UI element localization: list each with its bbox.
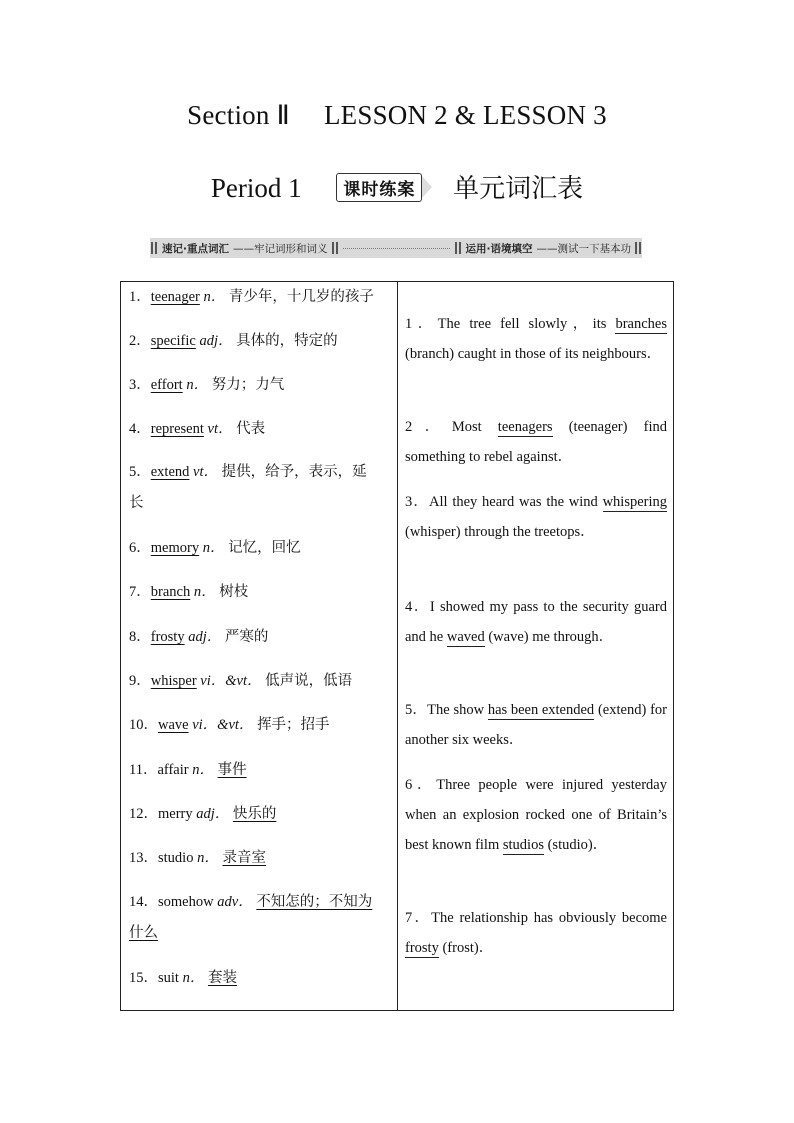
vocab-meaning: 挥手；招手 bbox=[257, 717, 330, 733]
vocab-item bbox=[129, 755, 391, 786]
vocab-pos: vt． bbox=[207, 421, 233, 437]
vocab-item bbox=[129, 577, 391, 608]
vocab-pos: n． bbox=[202, 540, 225, 556]
vocab-number: 1． bbox=[129, 289, 151, 305]
period-heading bbox=[0, 168, 794, 205]
exercise-answer: branches bbox=[615, 316, 667, 332]
vocab-word: wave bbox=[158, 717, 189, 733]
vocab-meaning: 具体的，特定的 bbox=[236, 333, 338, 349]
vocab-word: suit bbox=[158, 970, 179, 986]
period-label: Period 1 bbox=[210, 173, 302, 203]
exercise-item bbox=[405, 770, 667, 860]
vocab-pos: n． bbox=[192, 762, 214, 778]
vocab-item bbox=[129, 457, 391, 519]
banner-left-text: ——牢记词形和词义 bbox=[233, 242, 328, 255]
vocab-meaning: 严寒的 bbox=[224, 629, 269, 645]
vocab-word: memory bbox=[150, 540, 200, 556]
exercise-answer: teenagers bbox=[497, 419, 553, 435]
vocab-pos: vt． bbox=[193, 464, 218, 480]
vocab-item bbox=[129, 666, 391, 697]
exercise-answer: whispering bbox=[602, 494, 667, 510]
lessons-label: LESSON 2 & LESSON 3 bbox=[323, 100, 607, 130]
vocab-pos: adj． bbox=[196, 806, 230, 822]
vocab-meaning: 录音室 bbox=[222, 850, 266, 866]
vocab-pos: n． bbox=[193, 584, 216, 600]
exercise-answer: has been extended bbox=[487, 702, 595, 718]
vocab-item bbox=[129, 282, 391, 313]
vocab-number: 15． bbox=[129, 970, 158, 986]
vocab-meaning: 事件 bbox=[217, 762, 247, 778]
exercise-text: 6．Three people were injured yesterday when an explosion rocked one of Britain’s best known film bbox=[405, 777, 667, 853]
exercise-text: 1．The tree fell slowly，its bbox=[405, 316, 616, 332]
exercise-text: (extend) for another six weeks． bbox=[405, 702, 667, 748]
exercise-text: 7．The relationship has obviously become bbox=[405, 910, 667, 926]
exercise-text: 4．I showed my pass to the security guard and he bbox=[405, 599, 667, 645]
exercise-answer: frosty bbox=[405, 940, 439, 956]
vocab-word: represent bbox=[150, 421, 204, 437]
vocab-item bbox=[129, 622, 391, 653]
vocab-number: 9． bbox=[129, 673, 151, 689]
vocab-item bbox=[129, 370, 391, 401]
vocab-meaning: 代表 bbox=[236, 421, 266, 437]
vocab-meaning: 低声说，低语 bbox=[265, 673, 353, 689]
unit-vocab-title: 单元词汇表 bbox=[453, 174, 584, 204]
exercise-text: (whisper) through the treetops． bbox=[405, 524, 595, 540]
vocab-item bbox=[129, 326, 391, 357]
vocab-number: 12． bbox=[129, 806, 158, 822]
vocab-number: 7． bbox=[129, 584, 151, 600]
vocab-meaning-cont: 什么 bbox=[129, 925, 158, 941]
vocab-meaning: 树枝 bbox=[219, 584, 249, 600]
vocab-word: merry bbox=[158, 806, 193, 822]
vocab-item bbox=[129, 799, 391, 830]
vocab-item bbox=[129, 963, 391, 994]
exercise-text: (teenager) find something to rebel against． bbox=[405, 419, 667, 465]
vocab-meaning: 不知怎的；不知为 bbox=[256, 894, 373, 910]
exercise-answer: waved bbox=[446, 629, 485, 645]
vocab-meaning: 青少年，十几岁的孩子 bbox=[228, 289, 374, 305]
banner-divider bbox=[343, 247, 450, 249]
vocab-number: 6． bbox=[129, 540, 151, 556]
banner-left-bold: 速记·重点词汇 bbox=[162, 242, 229, 255]
vocab-meaning-cont: 长 bbox=[129, 495, 144, 511]
vocab-word: teenager bbox=[150, 289, 200, 305]
vocab-word: frosty bbox=[150, 629, 185, 645]
banner-right-text: ——测试一下基本功 bbox=[536, 242, 631, 255]
exercise-item bbox=[405, 309, 667, 369]
exercise-text: (studio)． bbox=[543, 837, 608, 853]
vocab-number: 4． bbox=[129, 421, 151, 437]
vocab-word: specific bbox=[150, 333, 196, 349]
vocab-pos: vi．&vt． bbox=[192, 717, 254, 733]
vocab-number: 11． bbox=[129, 762, 158, 778]
vocab-meaning: 快乐的 bbox=[232, 806, 277, 822]
vocab-table bbox=[120, 281, 674, 1011]
vocab-meaning: 努力；力气 bbox=[211, 377, 285, 393]
vocab-list-cell bbox=[121, 282, 398, 1011]
exercise-cell bbox=[398, 282, 674, 1011]
exercise-item bbox=[405, 487, 667, 547]
vocab-word: branch bbox=[150, 584, 191, 600]
vocab-word: whisper bbox=[150, 673, 197, 689]
vocab-word: effort bbox=[150, 377, 183, 393]
exercise-item bbox=[405, 903, 667, 963]
lesson-plan-badge: 课时练案 bbox=[336, 173, 422, 202]
exercise-item bbox=[405, 592, 667, 652]
vocab-item bbox=[129, 710, 391, 741]
exercise-item bbox=[405, 412, 667, 472]
vocab-number: 5． bbox=[129, 464, 151, 480]
exercise-text: 5．The show bbox=[405, 702, 488, 718]
banner-right bbox=[454, 241, 643, 256]
vocab-pos: adj． bbox=[188, 629, 222, 645]
exercise-text: 2．Most bbox=[405, 419, 498, 435]
vocab-word: extend bbox=[150, 464, 190, 480]
exercise-text: (branch) caught in those of its neighbours． bbox=[405, 346, 662, 362]
vocab-number: 13． bbox=[129, 850, 158, 866]
exercise-item bbox=[405, 695, 667, 755]
vocab-pos: n． bbox=[203, 289, 226, 305]
banner-right-bold: 运用·语境填空 bbox=[465, 242, 533, 255]
vocab-meaning: 套装 bbox=[207, 970, 237, 986]
vocab-number: 8． bbox=[129, 629, 151, 645]
vocab-item bbox=[129, 843, 391, 874]
section-label: Section Ⅱ bbox=[187, 100, 290, 130]
vocab-meaning: 提供，给予，表示，延 bbox=[221, 464, 367, 480]
vocab-number: 3． bbox=[129, 377, 151, 393]
vocab-number: 2． bbox=[129, 333, 151, 349]
exercise-answer: studios bbox=[502, 837, 544, 853]
vocab-meaning: 记忆，回忆 bbox=[228, 540, 301, 556]
exercise-text: (frost)． bbox=[438, 940, 494, 956]
vocab-item bbox=[129, 414, 391, 445]
vocab-pos: vi．&vt． bbox=[200, 673, 262, 689]
vocab-pos: n． bbox=[197, 850, 219, 866]
vocab-word: somehow bbox=[158, 894, 214, 910]
banner-left bbox=[150, 241, 339, 256]
vocab-pos: n． bbox=[186, 377, 209, 393]
vocab-number: 14． bbox=[129, 894, 158, 910]
section-banner bbox=[150, 238, 642, 258]
vocab-pos: adj． bbox=[199, 333, 233, 349]
vocab-pos: adv． bbox=[217, 894, 253, 910]
vocab-pos: n． bbox=[182, 970, 205, 986]
section-title bbox=[0, 100, 794, 131]
exercise-text: 3．All they heard was the wind bbox=[405, 494, 603, 510]
exercise-text: (wave) me through． bbox=[484, 629, 614, 645]
vocab-word: affair bbox=[157, 762, 189, 778]
vocab-item bbox=[129, 887, 391, 949]
vocab-item bbox=[129, 533, 391, 564]
vocab-number: 10． bbox=[129, 717, 158, 733]
vocab-word: studio bbox=[158, 850, 194, 866]
